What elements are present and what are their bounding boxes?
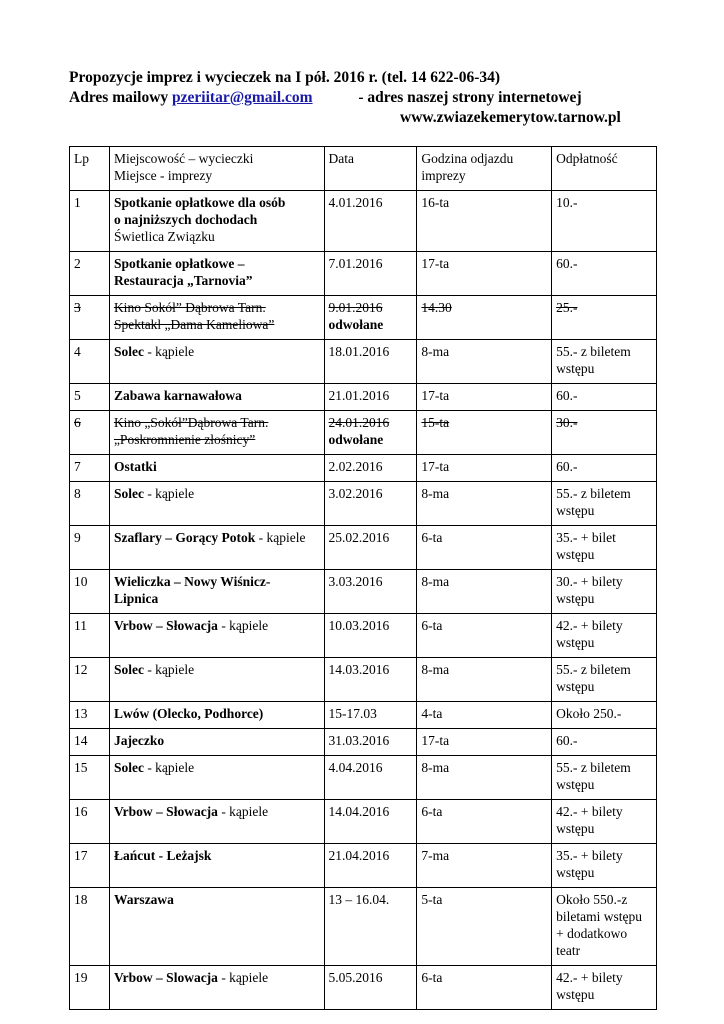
row-date-value: 2.02.2016	[328, 459, 383, 474]
row-fee-fee2: wstępu	[556, 777, 595, 792]
table-header-row	[70, 147, 657, 191]
document-header	[69, 68, 669, 128]
row-fee-value: 35.- + bilety	[556, 848, 623, 863]
row-lp	[70, 296, 110, 340]
table-row	[70, 482, 657, 526]
row-place-note: - kąpiele	[221, 970, 269, 985]
row-lp-value: 16	[74, 804, 88, 819]
row-place	[109, 252, 324, 296]
row-lp	[70, 614, 110, 658]
row-lp-value: 6	[74, 415, 81, 430]
row-lp	[70, 455, 110, 482]
row-fee	[552, 455, 657, 482]
row-fee-value: 60.-	[556, 388, 578, 403]
row-fee	[552, 526, 657, 570]
row-fee	[552, 966, 657, 1010]
row-time	[417, 729, 552, 756]
row-lp	[70, 658, 110, 702]
row-lp-value: 7	[74, 459, 81, 474]
row-status-cancelled: odwołane	[328, 432, 384, 447]
row-time	[417, 482, 552, 526]
row-place-bold: Ostatki	[113, 459, 157, 474]
row-place-line1: Kino Sokół” Dąbrowa Tarn.	[113, 300, 266, 315]
row-date	[324, 844, 417, 888]
row-fee-value: 60.-	[556, 459, 578, 474]
row-place-bold: Szaflary – Gorący Potok	[113, 530, 256, 545]
row-place	[109, 658, 324, 702]
row-time-value: 6-ta	[421, 804, 443, 819]
row-place	[109, 411, 324, 455]
row-date	[324, 570, 417, 614]
row-time-value: 8-ma	[421, 486, 450, 501]
row-fee	[552, 296, 657, 340]
row-lp-value: 4	[74, 344, 81, 359]
row-place-note: - kąpiele	[147, 760, 195, 775]
row-date	[324, 455, 417, 482]
table-row	[70, 384, 657, 411]
row-lp	[70, 888, 110, 966]
row-date	[324, 340, 417, 384]
row-place-bold: Warszawa	[113, 892, 174, 907]
row-lp-value: 11	[74, 618, 87, 633]
row-fee	[552, 384, 657, 411]
row-time	[417, 252, 552, 296]
row-lp-value: 10	[74, 574, 88, 589]
row-place-note: - kąpiele	[221, 804, 269, 819]
row-time	[417, 756, 552, 800]
row-date-value: 3.03.2016	[328, 574, 383, 589]
row-date-value: 15-17.03	[328, 706, 377, 721]
row-lp	[70, 729, 110, 756]
row-place	[109, 966, 324, 1010]
row-place-note: Świetlica Związku	[113, 229, 215, 244]
row-status-cancelled: odwołane	[328, 317, 384, 332]
table-row	[70, 614, 657, 658]
row-place-bold: Solec	[113, 344, 144, 359]
row-date	[324, 702, 417, 729]
row-time	[417, 966, 552, 1010]
row-place-note: - kąpiele	[147, 486, 195, 501]
row-place	[109, 482, 324, 526]
row-place-bold: Spotkanie opłatkowe –	[113, 256, 245, 271]
row-place-bold: Vrbow – Słowacja	[113, 804, 218, 819]
col-header-time-line1: Godzina odjazdu	[421, 151, 514, 166]
row-lp-value: 17	[74, 848, 88, 863]
row-date-value: 4.04.2016	[328, 760, 383, 775]
row-place-bold: Jajeczko	[113, 733, 165, 748]
events-table	[69, 146, 657, 1010]
row-date	[324, 966, 417, 1010]
row-date-value: 10.03.2016	[328, 618, 390, 633]
row-date	[324, 482, 417, 526]
row-fee-fee2: wstępu	[556, 591, 595, 606]
table-row	[70, 296, 657, 340]
row-fee	[552, 191, 657, 252]
row-time-value: 6-ta	[421, 970, 443, 985]
row-date	[324, 296, 417, 340]
row-date-value: 9.01.2016	[328, 300, 383, 315]
row-place-bold: Vrbow – Słowacja	[113, 618, 218, 633]
row-lp	[70, 702, 110, 729]
row-fee-value: 55.- z biletem	[556, 344, 631, 359]
col-header-place-line2: Miejsce - imprezy	[113, 168, 213, 183]
website-url[interactable]: www.zwiazekemerytow.tarnow.pl	[400, 109, 621, 126]
row-place	[109, 729, 324, 756]
row-fee	[552, 756, 657, 800]
row-place-bold: Solec	[113, 760, 144, 775]
row-fee-fee4: teatr	[556, 943, 581, 958]
row-fee	[552, 411, 657, 455]
row-place	[109, 191, 324, 252]
row-date	[324, 252, 417, 296]
row-fee	[552, 340, 657, 384]
row-lp	[70, 482, 110, 526]
row-date	[324, 658, 417, 702]
row-place-bold: Solec	[113, 486, 144, 501]
row-lp	[70, 844, 110, 888]
row-time	[417, 570, 552, 614]
row-fee-value: 55.- z biletem	[556, 760, 631, 775]
row-fee-value: 42.- + bilety	[556, 970, 623, 985]
row-fee-fee2: biletami wstępu	[556, 909, 642, 924]
row-place-bold: Zabawa karnawałowa	[113, 388, 242, 403]
row-time-value: 8-ma	[421, 574, 450, 589]
row-time	[417, 455, 552, 482]
row-lp-value: 1	[74, 195, 81, 210]
row-place	[109, 800, 324, 844]
table-row	[70, 702, 657, 729]
row-fee-fee3: + dodatkowo	[556, 926, 628, 941]
col-header-lp: Lp	[70, 147, 110, 191]
row-time-value: 7-ma	[421, 848, 450, 863]
row-lp-value: 2	[74, 256, 81, 271]
row-fee-fee2: wstępu	[556, 503, 595, 518]
row-date	[324, 756, 417, 800]
row-date	[324, 191, 417, 252]
row-fee-value: 55.- z biletem	[556, 662, 631, 677]
row-place-bold-line2: o najniższych dochodach	[113, 212, 258, 227]
row-place-note: - kąpiele	[221, 618, 269, 633]
row-place-bold-line2: Restauracja „Tarnovia”	[113, 273, 253, 288]
row-fee-value: 10.-	[556, 195, 578, 210]
row-lp	[70, 411, 110, 455]
row-date-value: 21.01.2016	[328, 388, 390, 403]
row-time	[417, 702, 552, 729]
row-place-bold-line2: Lipnica	[113, 591, 159, 606]
row-date	[324, 526, 417, 570]
row-place-bold: Solec	[113, 662, 144, 677]
row-place-note: - kąpiele	[258, 530, 306, 545]
row-place	[109, 844, 324, 888]
row-place-bold: Lwów (Olecko, Podhorce)	[113, 706, 264, 721]
row-time-value: 17-ta	[421, 459, 450, 474]
row-date-value: 24.01.2016	[328, 415, 390, 430]
row-fee-value: Około 550.-z	[556, 892, 628, 907]
row-fee-fee2: wstępu	[556, 361, 595, 376]
row-time-value: 16-ta	[421, 195, 450, 210]
row-time-value: 14.30	[421, 300, 452, 315]
row-time	[417, 191, 552, 252]
row-place-line1: Kino „Sokół”Dąbrowa Tarn.	[113, 415, 269, 430]
row-fee-value: 60.-	[556, 733, 578, 748]
row-time	[417, 658, 552, 702]
row-date-value: 25.02.2016	[328, 530, 390, 545]
row-time	[417, 888, 552, 966]
row-fee-value: 30.- + bilety	[556, 574, 623, 589]
row-lp-value: 14	[74, 733, 88, 748]
row-fee	[552, 702, 657, 729]
email-label: Adres mailowy	[69, 89, 169, 106]
row-fee	[552, 729, 657, 756]
row-lp	[70, 966, 110, 1010]
header-title-line: Propozycje imprez i wycieczek na I pół. 2016 r. (tel. 14 622-06-34)	[69, 69, 501, 86]
row-lp-value: 3	[74, 300, 81, 315]
header-email-line	[69, 88, 669, 108]
col-header-time-line2: imprezy	[421, 168, 466, 183]
row-lp	[70, 384, 110, 411]
table-row	[70, 966, 657, 1010]
row-time-value: 4-ta	[421, 706, 443, 721]
row-date	[324, 888, 417, 966]
row-date	[324, 800, 417, 844]
table-row	[70, 570, 657, 614]
row-time	[417, 340, 552, 384]
table-row	[70, 455, 657, 482]
row-time	[417, 384, 552, 411]
row-lp	[70, 800, 110, 844]
table-row	[70, 340, 657, 384]
row-date-value: 31.03.2016	[328, 733, 390, 748]
row-place-line2: „Poskromnienie złośnicy”	[113, 432, 256, 447]
table-row	[70, 526, 657, 570]
row-fee-value: 30.-	[556, 415, 578, 430]
col-header-time	[417, 147, 552, 191]
row-lp-value: 12	[74, 662, 88, 677]
row-date	[324, 411, 417, 455]
row-time-value: 8-ma	[421, 760, 450, 775]
row-lp-value: 5	[74, 388, 81, 403]
row-fee	[552, 844, 657, 888]
row-time-value: 17-ta	[421, 388, 450, 403]
row-fee	[552, 888, 657, 966]
row-time	[417, 844, 552, 888]
row-lp-value: 8	[74, 486, 81, 501]
row-lp	[70, 570, 110, 614]
row-time-value: 6-ta	[421, 530, 443, 545]
row-lp-value: 18	[74, 892, 88, 907]
row-fee-value: 55.- z biletem	[556, 486, 631, 501]
row-time	[417, 614, 552, 658]
row-time	[417, 296, 552, 340]
row-place-bold: Wieliczka – Nowy Wiśnicz-	[113, 574, 271, 589]
row-date	[324, 729, 417, 756]
table-row	[70, 800, 657, 844]
row-time-value: 17-ta	[421, 733, 450, 748]
row-fee	[552, 570, 657, 614]
row-fee	[552, 482, 657, 526]
row-place-note: - kąpiele	[147, 344, 195, 359]
row-lp-value: 9	[74, 530, 81, 545]
table-row	[70, 411, 657, 455]
row-time	[417, 800, 552, 844]
col-header-fee: Odpłatność	[552, 147, 657, 191]
row-lp	[70, 252, 110, 296]
row-date-value: 4.01.2016	[328, 195, 383, 210]
row-time-value: 6-ta	[421, 618, 443, 633]
col-header-place	[109, 147, 324, 191]
row-date-value: 5.05.2016	[328, 970, 383, 985]
row-place	[109, 526, 324, 570]
row-date-value: 18.01.2016	[328, 344, 390, 359]
row-lp	[70, 191, 110, 252]
table-row	[70, 252, 657, 296]
row-place	[109, 384, 324, 411]
table-row	[70, 729, 657, 756]
row-place	[109, 756, 324, 800]
row-time-value: 5-ta	[421, 892, 443, 907]
row-date	[324, 614, 417, 658]
row-fee	[552, 252, 657, 296]
row-lp	[70, 340, 110, 384]
table-row	[70, 658, 657, 702]
col-header-place-line1: Miejscowość – wycieczki	[113, 151, 254, 166]
row-fee-value: 60.-	[556, 256, 578, 271]
row-lp	[70, 756, 110, 800]
row-fee-fee2: wstępu	[556, 635, 595, 650]
row-place-bold: Łańcut - Leżajsk	[113, 848, 212, 863]
row-date-value: 13 – 16.04.	[328, 892, 390, 907]
row-place	[109, 614, 324, 658]
row-date	[324, 384, 417, 411]
col-header-date: Data	[324, 147, 417, 191]
row-time	[417, 411, 552, 455]
table-row	[70, 888, 657, 966]
row-lp	[70, 526, 110, 570]
row-lp-value: 19	[74, 970, 88, 985]
row-date-value: 14.04.2016	[328, 804, 390, 819]
row-fee-value: Około 250.-	[556, 706, 622, 721]
row-time-value: 17-ta	[421, 256, 450, 271]
row-fee-value: 35.- + bilet	[556, 530, 616, 545]
row-place	[109, 455, 324, 482]
row-fee-fee2: wstępu	[556, 679, 595, 694]
website-label: - adres naszej strony internetowej	[358, 89, 582, 106]
row-fee-fee2: wstępu	[556, 865, 595, 880]
row-time-value: 8-ma	[421, 344, 450, 359]
row-place-line2: Spektakl „Dama Kameliowa”	[113, 317, 275, 332]
row-fee	[552, 658, 657, 702]
row-fee-value: 25.-	[556, 300, 578, 315]
row-date-value: 7.01.2016	[328, 256, 383, 271]
table-row	[70, 756, 657, 800]
row-fee	[552, 800, 657, 844]
row-place	[109, 570, 324, 614]
table-row	[70, 844, 657, 888]
row-fee	[552, 614, 657, 658]
email-link[interactable]: pzeriitar@gmail.com	[172, 89, 313, 106]
row-fee-fee2: wstępu	[556, 987, 595, 1002]
row-fee-fee2: wstępu	[556, 821, 595, 836]
row-place	[109, 340, 324, 384]
row-place-bold: Spotkanie opłatkowe dla osób	[113, 195, 286, 210]
row-date-value: 3.02.2016	[328, 486, 383, 501]
row-fee-fee2: wstępu	[556, 547, 595, 562]
row-time	[417, 526, 552, 570]
row-date-value: 21.04.2016	[328, 848, 390, 863]
row-lp-value: 13	[74, 706, 88, 721]
row-time-value: 15-ta	[421, 415, 450, 430]
row-fee-value: 42.- + bilety	[556, 804, 623, 819]
row-fee-value: 42.- + bilety	[556, 618, 623, 633]
row-place	[109, 702, 324, 729]
row-place	[109, 888, 324, 966]
row-place	[109, 296, 324, 340]
row-lp-value: 15	[74, 760, 88, 775]
row-place-bold: Vrbow – Slowacja	[113, 970, 218, 985]
row-time-value: 8-ma	[421, 662, 450, 677]
row-place-note: - kąpiele	[147, 662, 195, 677]
table-row	[70, 191, 657, 252]
row-date-value: 14.03.2016	[328, 662, 390, 677]
